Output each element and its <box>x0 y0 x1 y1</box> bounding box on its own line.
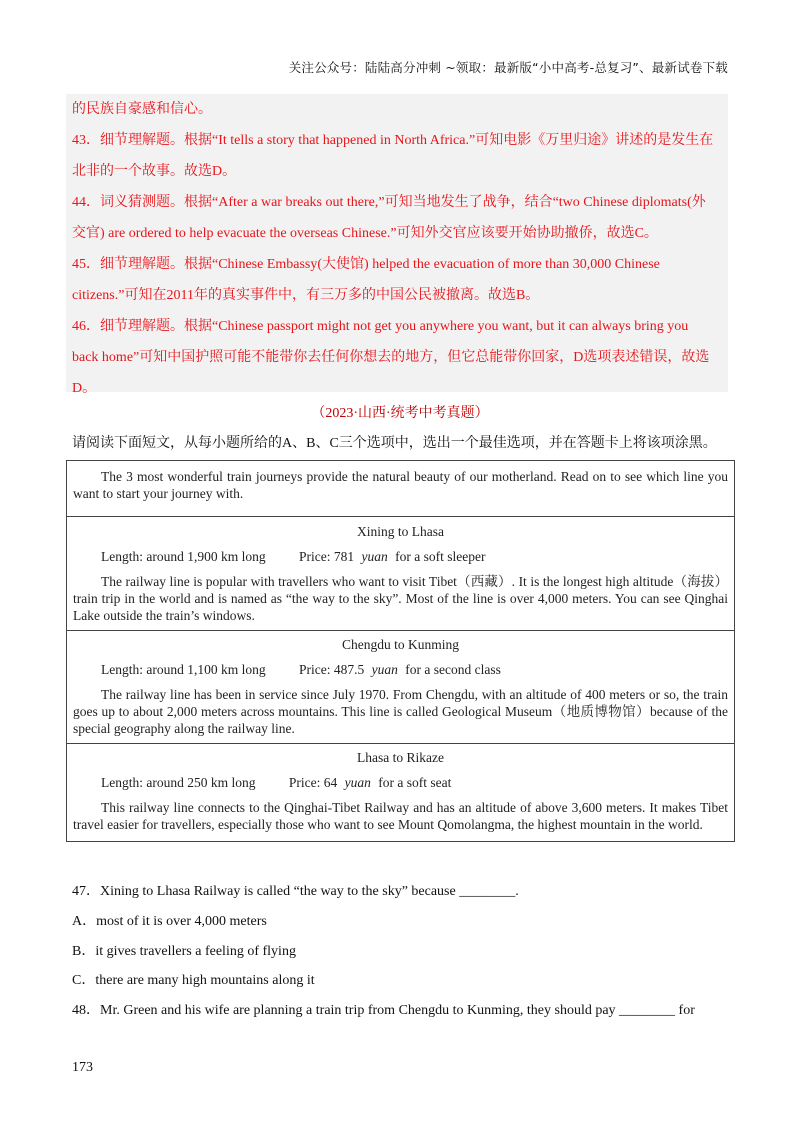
answer-line: 43．细节理解题。根据“It tells a story that happened in North Africa.”可知电影《万里归途》讲述的是发生在 <box>72 133 714 148</box>
page-number: 173 <box>72 1060 93 1075</box>
option-47-a: A．most of it is over 4,000 meters <box>72 914 267 929</box>
route-description: The railway line is popular with travellers who want to visit Tibet（西藏）. It is the longest high altitude（海拔）train trip in the world and is named as “the way to the sky”. Most of the line is over 4,000 meters. You can see Qinghai Lake outside the train’s windows. <box>73 574 728 623</box>
price-unit: yuan <box>344 775 371 790</box>
route-title: Xining to Lhasa <box>357 524 444 539</box>
route-info <box>73 774 728 791</box>
exam-source: （2023·山西·统考中考真题） <box>311 406 489 421</box>
route-length: Length: around 250 km long <box>101 775 256 790</box>
price-class: for a second class <box>405 662 501 677</box>
route-section <box>67 744 734 841</box>
intro-text: The 3 most wonderful train journeys provide the natural beauty of our motherland. Read on to see which line you want to start your journey with. <box>73 469 728 501</box>
price-class: for a soft sleeper <box>395 549 486 564</box>
price-unit: yuan <box>361 549 388 564</box>
reading-passage-table <box>66 460 735 842</box>
page-header: 关注公众号：陆陆高分冲刺 ~领取：最新版“小中高考-总复习”、最新试卷下载 <box>288 60 728 75</box>
question-48: 48．Mr. Green and his wife are planning a train trip from Chengdu to Kunming, they should pay ________ for <box>72 1003 695 1018</box>
option-47-c: C．there are many high mountains along it <box>72 973 315 988</box>
answer-line: back home”可知中国护照可能不能带你去任何你想去的地方，但它总能带你回家，D选项表述错误，故选 <box>72 350 710 365</box>
answer-line: D。 <box>72 381 97 396</box>
route-length: Length: around 1,900 km long <box>101 549 266 564</box>
answer-line: 44．词义猜测题。根据“After a war breaks out there,”可知当地发生了战争，结合“two Chinese diplomats(外 <box>72 195 706 210</box>
price-unit: yuan <box>371 662 398 677</box>
route-price: Price: 487.5 <box>298 662 365 677</box>
answer-line: 45．细节理解题。根据“Chinese Embassy(大使馆) helped the evacuation of more than 30,000 Chinese <box>72 257 660 272</box>
route-title: Chengdu to Kunming <box>342 637 459 652</box>
answer-line: 交官) are ordered to help evacuate the overseas Chinese.”可知外交官应该要开始协助撤侨，故选C。 <box>72 226 658 241</box>
answer-line: 北非的一个故事。故选D。 <box>72 164 237 179</box>
route-price: Price: 64 <box>288 775 338 790</box>
instruction: 请阅读下面短文，从每小题所给的A、B、C三个选项中，选出一个最佳选项，并在答题卡上将该项涂黑。 <box>72 436 717 451</box>
option-47-b: B．it gives travellers a feeling of flying <box>72 944 296 959</box>
route-title: Lhasa to Rikaze <box>357 750 444 765</box>
route-description: The railway line has been in service since July 1970. From Chengdu, with an altitude of 400 meters or so, the train goes up to about 2,000 meters across mountains. This line is called Geological Museum（地质博物馆）because of the special geography along the railway line. <box>73 687 728 736</box>
answer-line: 的民族自豪感和信心。 <box>72 102 212 117</box>
route-info <box>73 661 728 678</box>
answer-line: 46．细节理解题。根据“Chinese passport might not get you anywhere you want, but it can always bring you <box>72 319 689 334</box>
route-description: This railway line connects to the Qinghai-Tibet Railway and has an altitude of above 3,600 meters. It makes Tibet travel easier for travellers, especially those who want to see Mount Qomolangma, the highest mountain in the world. <box>73 800 728 832</box>
route-section <box>67 631 734 744</box>
answer-line: citizens.”可知在2011年的真实事件中，有三万多的中国公民被撤离。故选B。 <box>72 288 540 303</box>
answer-explanations <box>72 94 732 404</box>
passage-intro <box>67 461 734 517</box>
route-length: Length: around 1,100 km long <box>101 662 266 677</box>
question-47: 47．Xining to Lhasa Railway is called “the way to the sky” because ________. <box>72 884 519 899</box>
route-info <box>73 548 728 565</box>
route-price: Price: 781 <box>298 549 355 564</box>
price-class: for a soft seat <box>378 775 452 790</box>
route-section <box>67 517 734 631</box>
